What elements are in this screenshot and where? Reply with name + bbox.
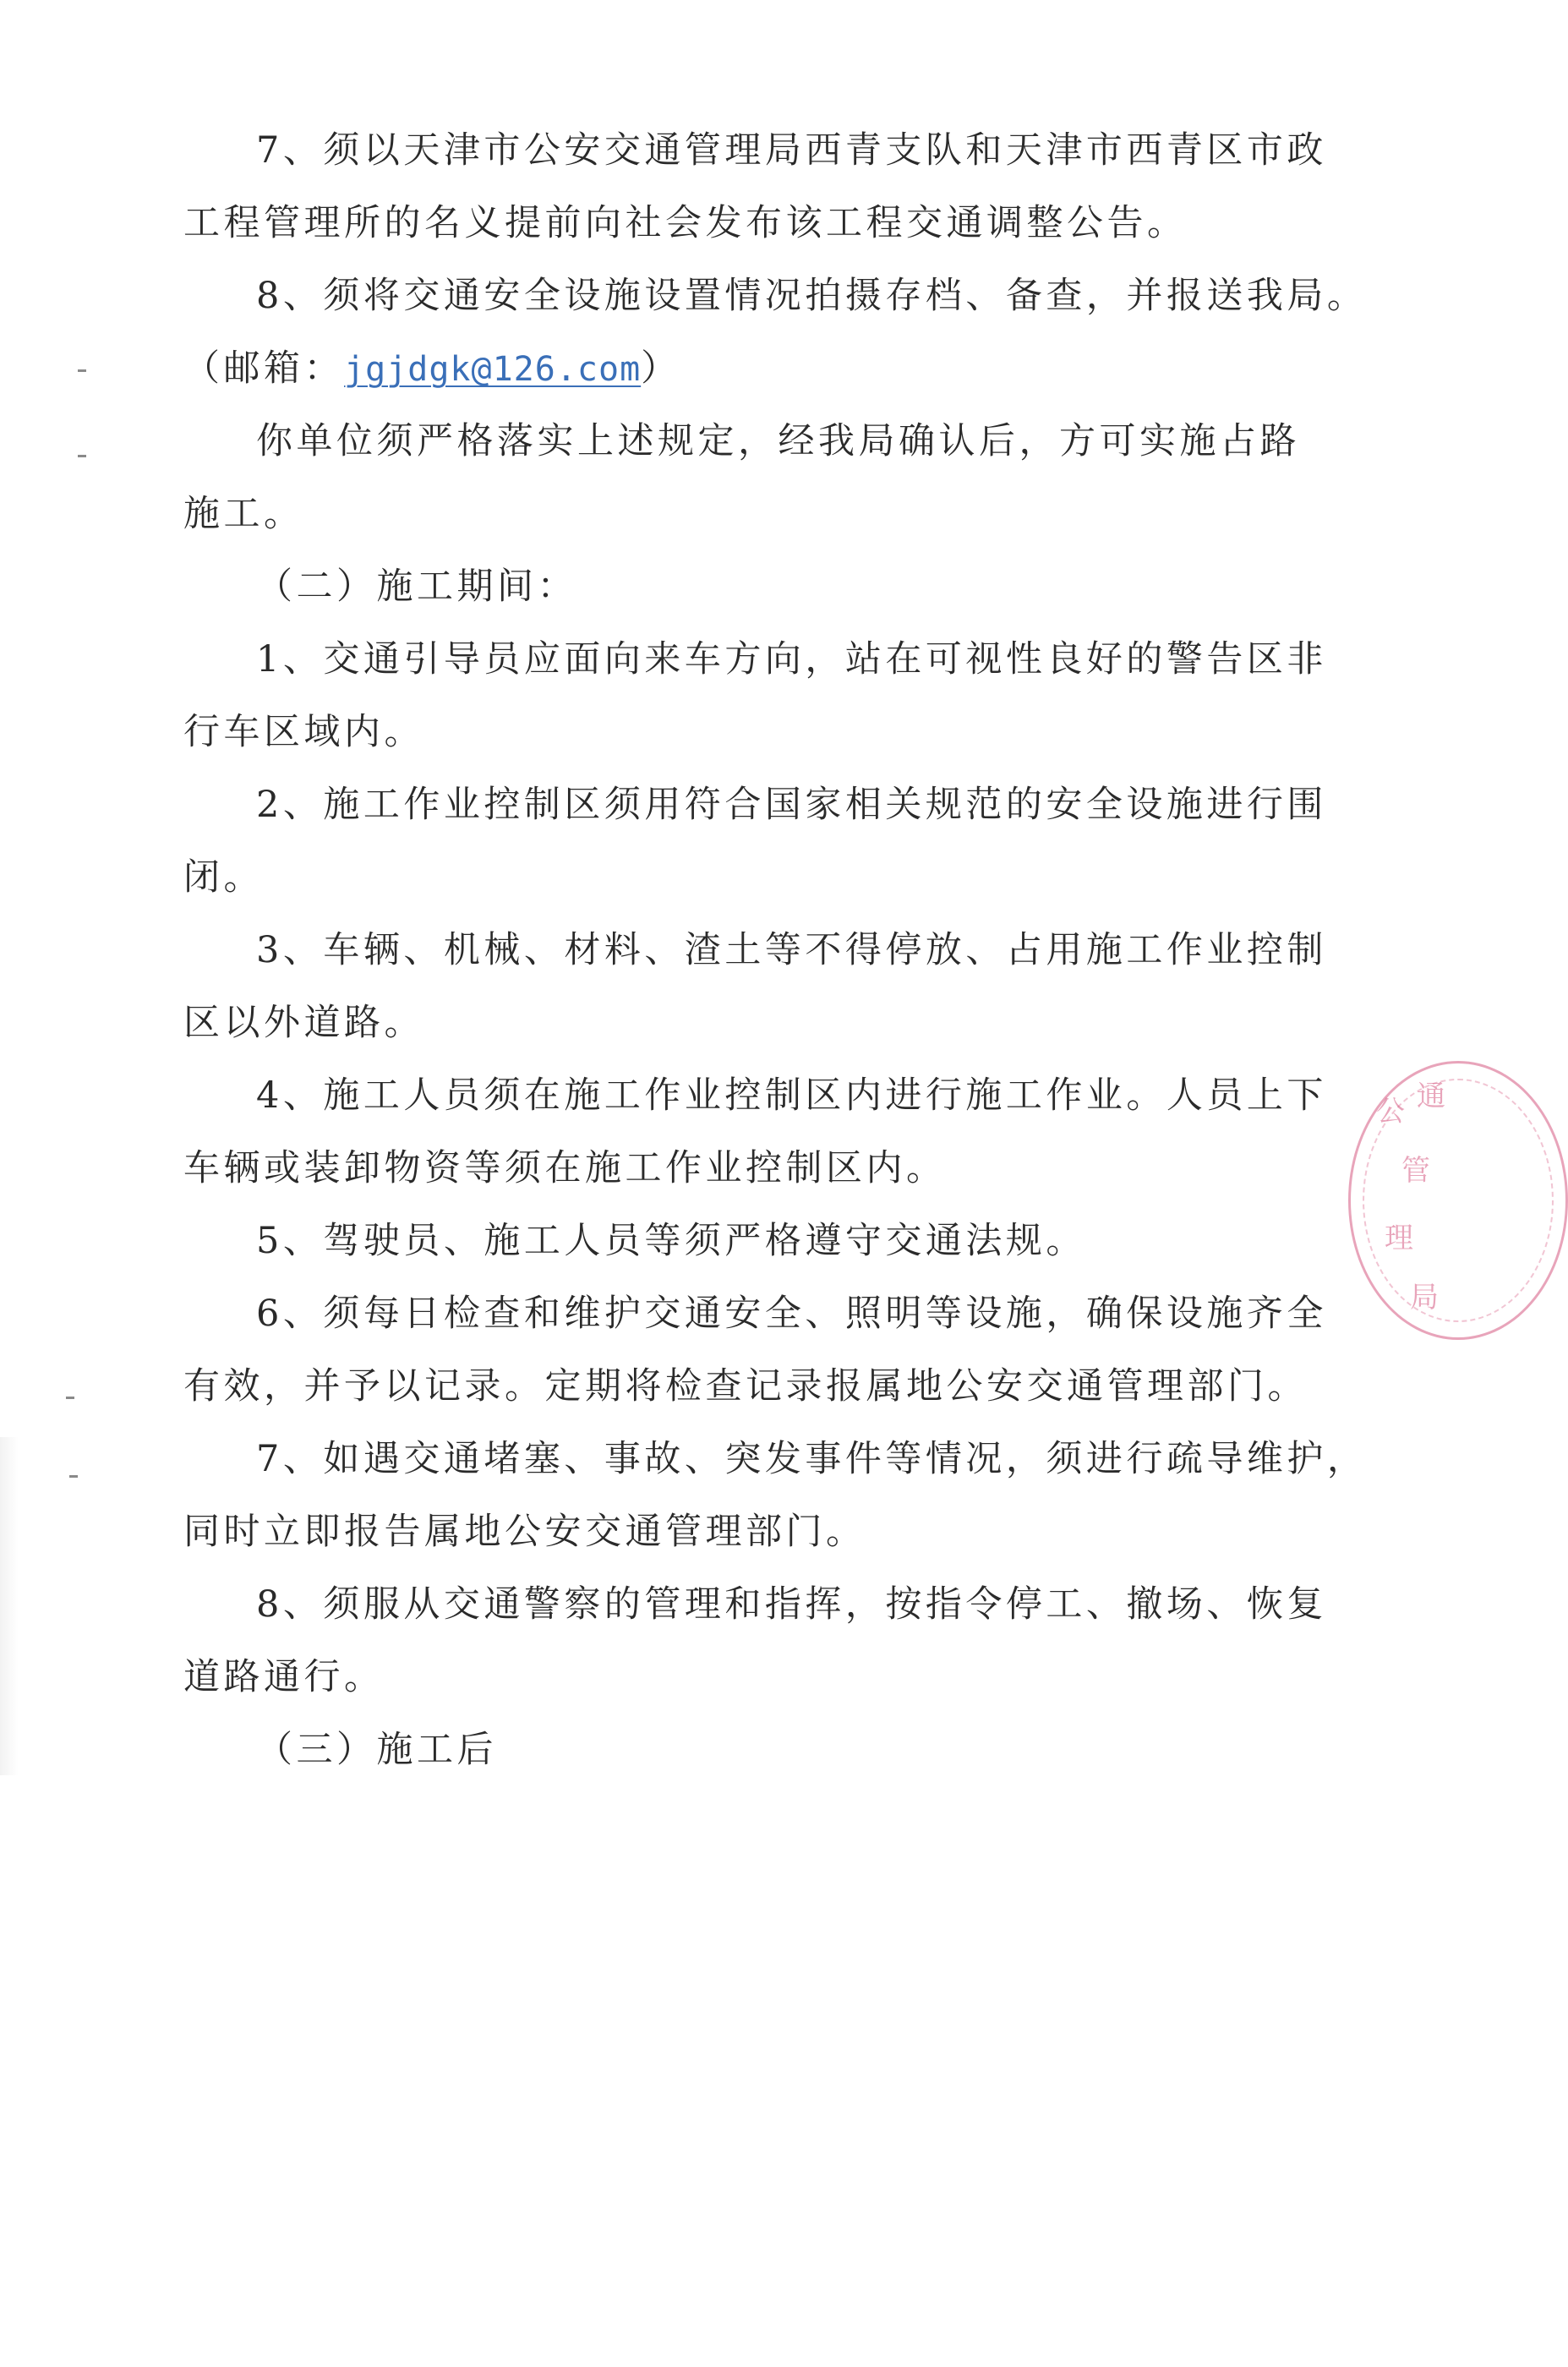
paragraph-line: 7、须以天津市公安交通管理局西青支队和天津市西青区市政 (256, 129, 1327, 172)
paragraph-line: 5、驾驶员、施工人员等须严格遵守交通法规。 (256, 1220, 1086, 1262)
seal-glyph: 局 (1410, 1281, 1439, 1315)
paragraph-line: 1、交通引导员应面向来车方向，站在可视性良好的警告区非 (256, 638, 1327, 681)
paragraph-line: 闭。 (183, 856, 264, 899)
paragraph-line: 2、施工作业控制区须用符合国家相关规范的安全设施进行围 (256, 784, 1327, 826)
paragraph-line: 区以外道路。 (183, 1002, 424, 1044)
paragraph-line: 8、须将交通安全设施设置情况拍摄存档、备查，并报送我局。 (256, 275, 1368, 317)
seal-glyph: 理 (1385, 1222, 1413, 1255)
section-heading: （三）施工后 (256, 1729, 497, 1771)
paragraph-line: 工程管理所的名义提前向社会发布该工程交通调整公告。 (183, 202, 1188, 244)
document-body (183, 114, 1368, 1786)
scan-edge-shadow (0, 1437, 19, 1775)
section-heading: （二）施工期间： (256, 566, 577, 608)
paragraph-line: 你单位须严格落实上述规定，经我局确认后，方可实施占路 (256, 420, 1300, 462)
margin-mark (78, 369, 86, 372)
email-prefix: （邮箱： (183, 347, 344, 390)
paragraph-line: 7、如遇交通堵塞、事故、突发事件等情况，须进行疏导维护， (256, 1438, 1368, 1480)
paragraph-line: 6、须每日检查和维护交通安全、照明等设施，确保设施齐全 (256, 1293, 1327, 1335)
official-seal-stamp (1348, 1061, 1568, 1340)
email-line (183, 332, 1253, 405)
paragraph-line: 3、车辆、机械、材料、渣土等不得停放、占用施工作业控制 (256, 929, 1327, 971)
margin-mark (69, 1475, 78, 1478)
paragraph-line: 同时立即报告属地公安交通管理部门。 (183, 1511, 866, 1553)
email-link[interactable]: jgjdgk@126.com (344, 350, 642, 389)
paragraph-line: 车辆或装卸物资等须在施工作业控制区内。 (183, 1147, 947, 1189)
paragraph-line: 施工。 (183, 493, 304, 535)
paragraph-line: 8、须服从交通警察的管理和指挥，按指令停工、撤场、恢复 (256, 1583, 1327, 1626)
seal-glyph: 公 (1376, 1095, 1405, 1129)
margin-mark (78, 455, 86, 457)
paragraph-line: 行车区域内。 (183, 711, 424, 753)
email-suffix: ） (641, 347, 681, 390)
seal-glyph: 通 (1417, 1080, 1445, 1113)
paragraph-line: 4、施工人员须在施工作业控制区内进行施工作业。人员上下 (256, 1074, 1327, 1117)
seal-glyph: 管 (1401, 1154, 1430, 1188)
paragraph-line: 道路通行。 (183, 1656, 385, 1698)
paragraph-line: 有效，并予以记录。定期将检查记录报属地公安交通管理部门。 (183, 1365, 1308, 1408)
margin-mark (66, 1397, 74, 1399)
